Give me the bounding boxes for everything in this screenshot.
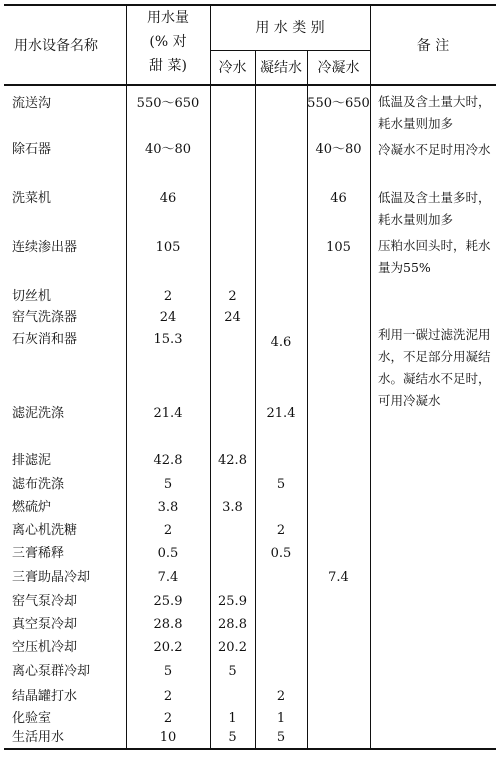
header-amount-line2: (% 对 xyxy=(149,34,187,50)
header-condensed: 凝结水 xyxy=(260,60,302,76)
row-name: 燃硫炉 xyxy=(12,500,52,515)
row-amount: 2 xyxy=(163,523,173,538)
row-condensed: 0.5 xyxy=(270,546,292,561)
row-cold: 1 xyxy=(228,711,237,726)
row-name: 滤布洗涤 xyxy=(12,477,65,492)
row-name: 洗菜机 xyxy=(12,191,52,206)
row-name: 生活用水 xyxy=(12,730,65,745)
row-name: 窑气泵冷却 xyxy=(12,594,78,609)
row-cold: 25.9 xyxy=(218,594,247,609)
header-cold: 冷水 xyxy=(218,60,247,76)
row-amount: 0.5 xyxy=(157,546,179,561)
row-amount: 5 xyxy=(163,477,173,492)
row-amount: 28.8 xyxy=(153,617,183,632)
row-name: 除石器 xyxy=(12,142,52,157)
row-name: 结晶罐打水 xyxy=(12,689,78,704)
row-condensed: 4.6 xyxy=(270,335,292,350)
row-cold-condensed: 46 xyxy=(330,191,347,206)
remark-filter-wash: 利用一碳过滤洗泥用水，不足部分用凝结水。凝结水不足时，可用冷凝水 xyxy=(378,327,491,408)
row-cold: 24 xyxy=(224,310,241,325)
row-condensed: 5 xyxy=(276,730,286,745)
row-amount: 24 xyxy=(159,310,177,325)
col-divider-2 xyxy=(210,4,211,750)
row-condensed: 1 xyxy=(276,711,286,726)
row-cold: 5 xyxy=(228,664,237,679)
header-amount-line3: 甜 菜) xyxy=(149,58,187,74)
row-amount: 105 xyxy=(155,240,181,255)
row-amount: 5 xyxy=(163,664,173,679)
col-divider-1 xyxy=(126,4,127,750)
row-amount: 15.3 xyxy=(153,332,183,347)
row-amount: 42.8 xyxy=(153,453,183,468)
row-amount: 2 xyxy=(163,689,173,704)
water-usage-table xyxy=(4,4,496,750)
row-cold: 3.8 xyxy=(222,500,243,515)
row-name: 三膏助晶冷却 xyxy=(12,570,91,585)
row-cold: 42.8 xyxy=(218,453,247,468)
bottom-rule xyxy=(4,748,496,750)
row-name: 流送沟 xyxy=(12,96,52,111)
row-amount: 2 xyxy=(163,711,173,726)
row-amount: 7.4 xyxy=(157,570,179,585)
row-amount: 40～80 xyxy=(144,142,192,157)
header-amount-line1: 用水量 xyxy=(147,10,189,26)
remark-pulp-water: 压粕水回头时，耗水量为55% xyxy=(378,238,491,275)
remark-cold-condensed: 冷凝水不足时用冷水 xyxy=(378,142,491,157)
row-cold: 28.8 xyxy=(218,617,247,632)
row-amount: 10 xyxy=(159,730,177,745)
row-name: 空压机冷却 xyxy=(12,640,78,655)
row-name: 化验室 xyxy=(12,711,52,726)
col-divider-3 xyxy=(255,51,256,750)
row-cold-condensed: 105 xyxy=(326,240,351,255)
header-remark: 备 注 xyxy=(416,38,450,54)
remark-low-temp-2: 低温及含土量多时，耗水量则加多 xyxy=(378,190,491,227)
row-name: 真空泵冷却 xyxy=(12,617,78,632)
header-cold-condensed: 冷凝水 xyxy=(317,60,360,76)
category-rule xyxy=(210,50,370,51)
row-name: 窑气洗涤器 xyxy=(12,310,78,325)
remark-low-temp: 低温及含土量大时，耗水量则加多 xyxy=(378,94,491,131)
row-amount: 21.4 xyxy=(153,406,183,421)
row-amount: 550～650 xyxy=(136,96,200,111)
row-name: 连续渗出器 xyxy=(12,240,78,255)
col-divider-5 xyxy=(370,4,371,750)
header-rule xyxy=(4,84,496,86)
row-condensed: 2 xyxy=(276,689,286,704)
row-amount: 20.2 xyxy=(153,640,183,655)
row-name: 切丝机 xyxy=(12,289,52,304)
top-rule xyxy=(4,4,496,6)
row-cold-condensed: 550～650 xyxy=(307,96,370,111)
row-condensed: 5 xyxy=(276,477,286,492)
row-name: 三膏稀释 xyxy=(12,546,65,561)
row-amount: 3.8 xyxy=(157,500,179,515)
row-condensed: 2 xyxy=(276,523,286,538)
row-cold: 5 xyxy=(228,730,237,745)
row-cold: 2 xyxy=(228,289,237,304)
row-name: 排滤泥 xyxy=(12,453,52,468)
row-name: 滤泥洗涤 xyxy=(12,406,65,421)
row-amount: 2 xyxy=(163,289,173,304)
row-condensed: 21.4 xyxy=(266,406,296,421)
row-name: 离心泵群冷却 xyxy=(12,664,91,679)
row-amount: 25.9 xyxy=(153,594,183,609)
row-cold: 20.2 xyxy=(218,640,247,655)
row-cold-condensed: 40～80 xyxy=(315,142,362,157)
row-amount: 46 xyxy=(159,191,177,206)
header-name: 用水设备名称 xyxy=(14,38,98,54)
row-cold-condensed: 7.4 xyxy=(328,570,349,585)
row-name: 离心机洗糖 xyxy=(12,523,78,538)
row-name: 石灰消和器 xyxy=(12,332,78,347)
header-category: 用 水 类 别 xyxy=(255,20,325,36)
